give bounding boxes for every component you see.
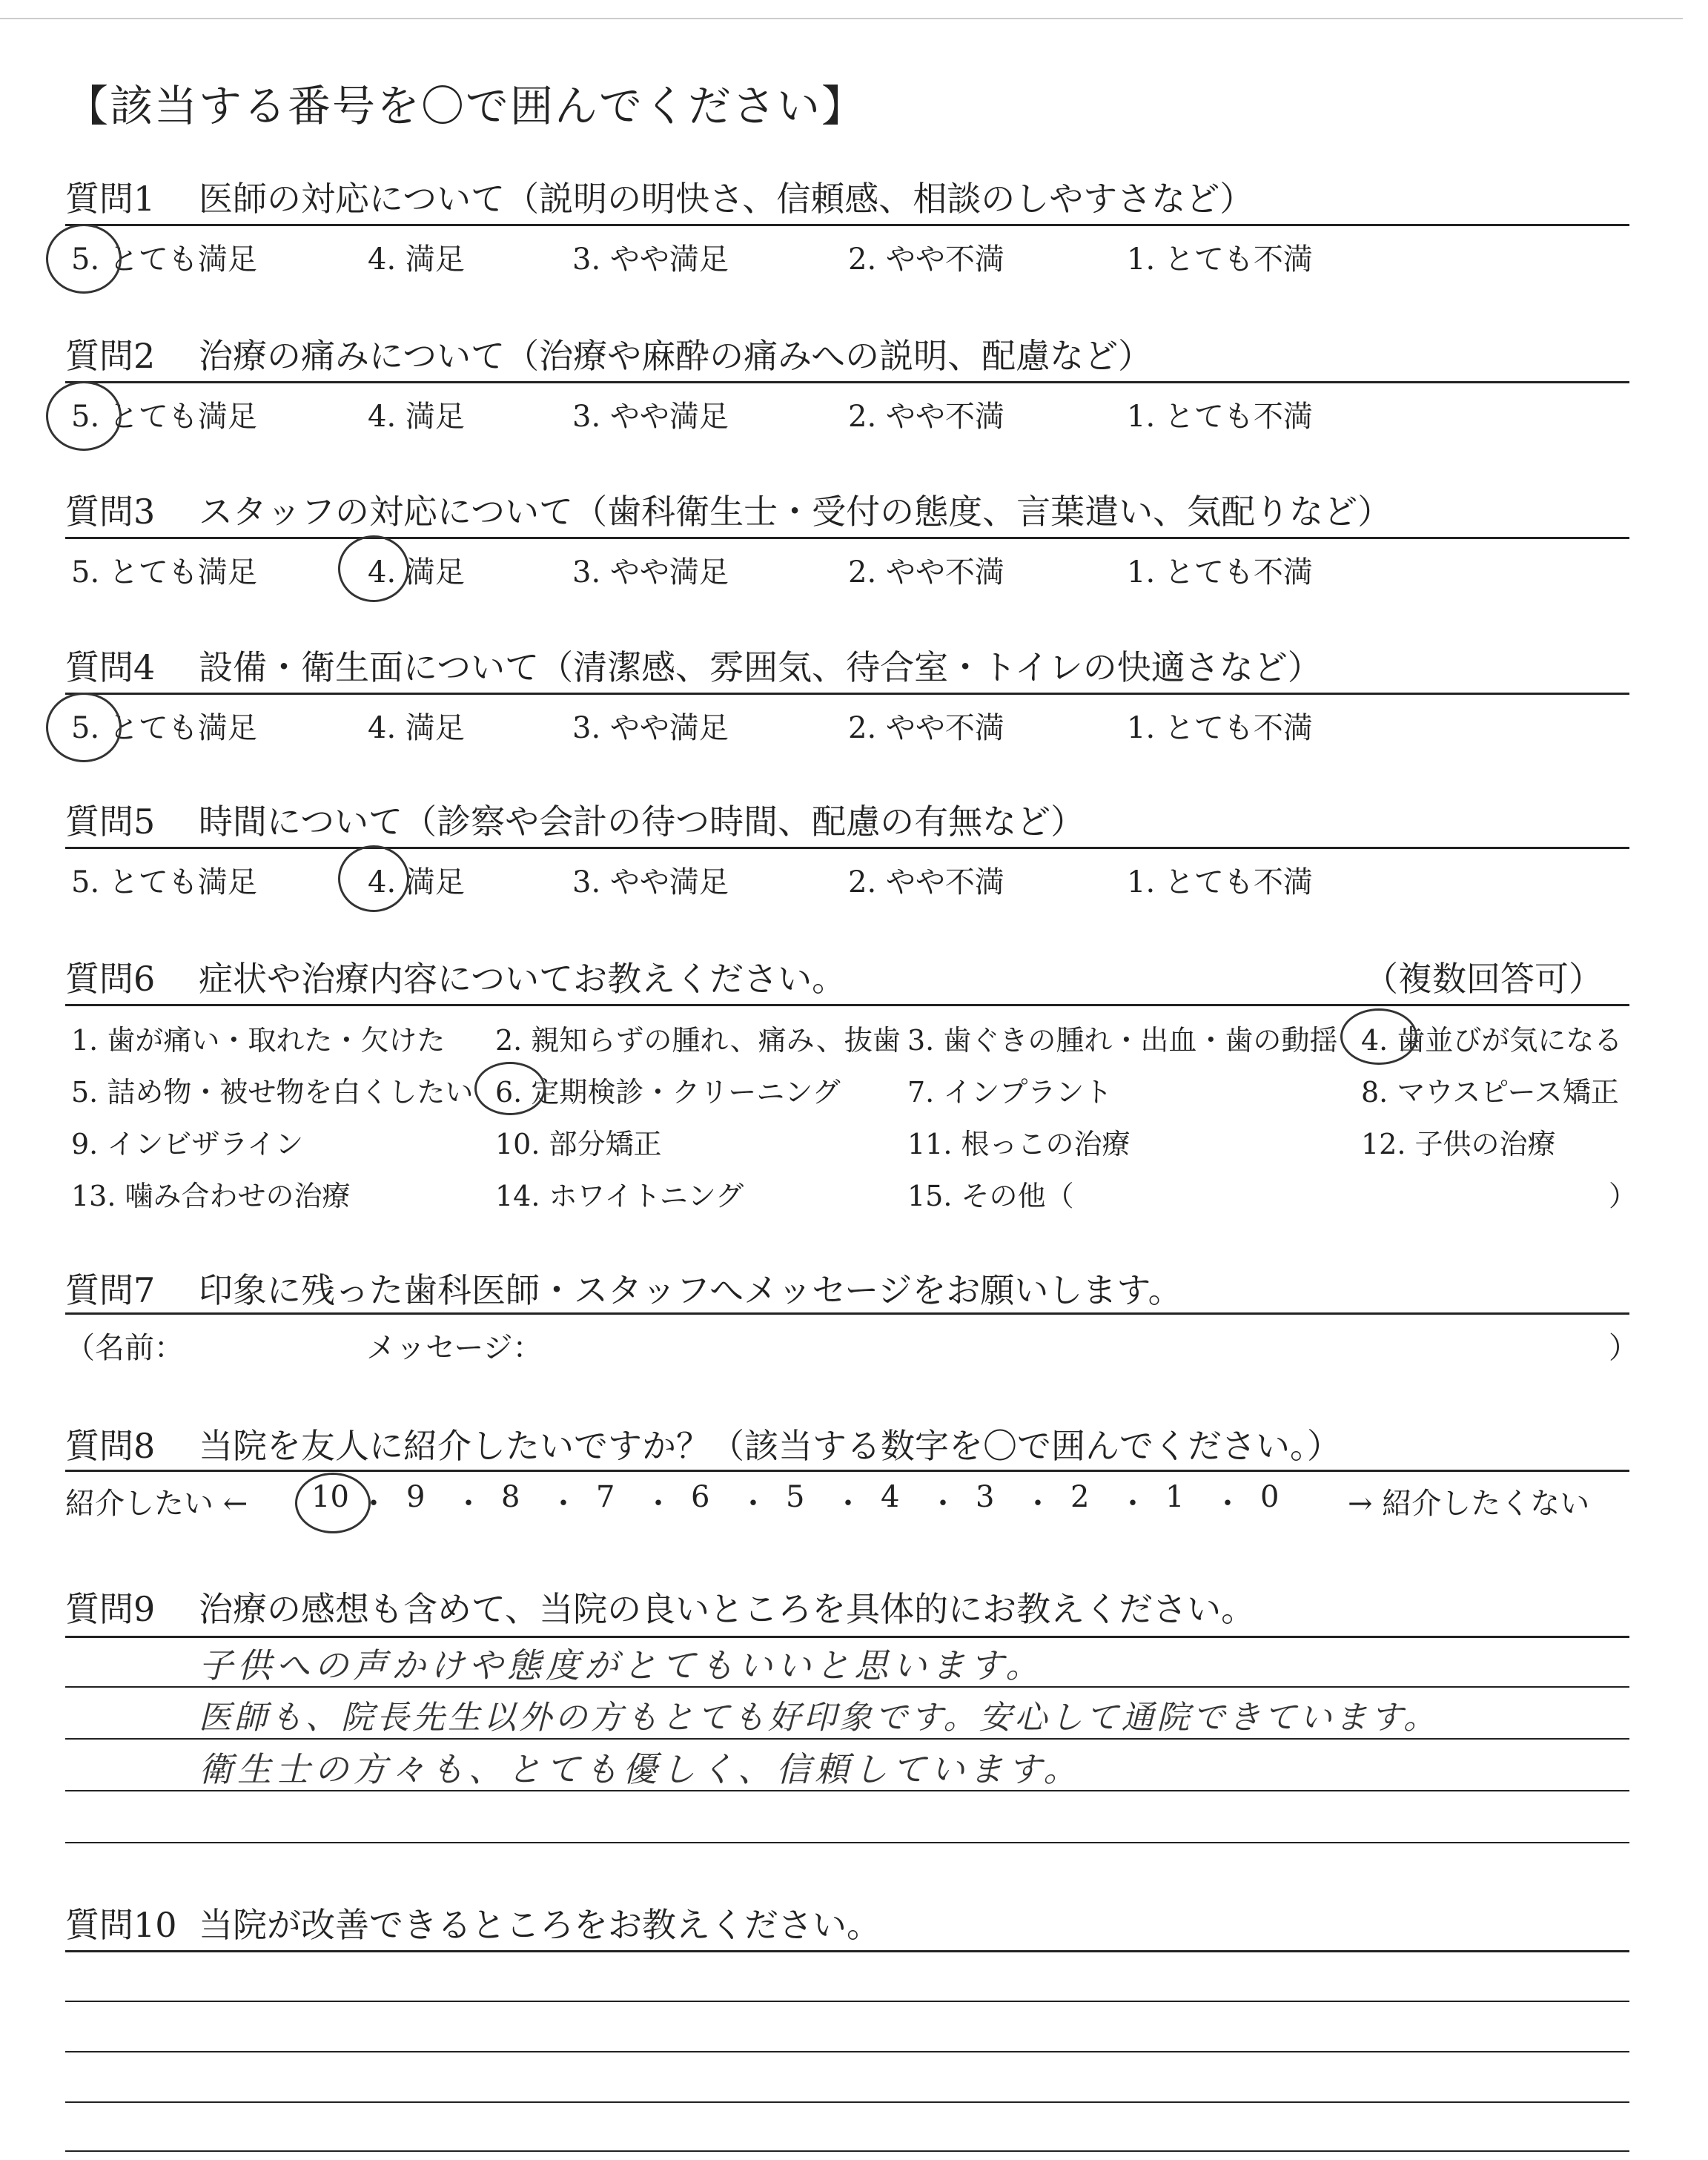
q1-option-2[interactable]: 2. やや不満: [848, 242, 1004, 277]
q2-option-2[interactable]: 2. やや不満: [848, 400, 1004, 434]
q7-message-label: メッセージ：: [366, 1331, 543, 1365]
q6-option-4[interactable]: 4. 歯並びが気になる: [1361, 1024, 1623, 1057]
question-9-title: 質問9 治療の感想も含めて、当院の良いところを具体的にお教えください。: [65, 1589, 1256, 1629]
q8-scale-9[interactable]: 9: [406, 1480, 426, 1514]
q3-option-4[interactable]: 4. 満足: [368, 555, 465, 589]
q8-right-label: → 紹介したくない: [1348, 1487, 1590, 1521]
q1-selection-circle: [46, 224, 122, 294]
q9-answer-line-4: [65, 1842, 1629, 1843]
q5-selection-circle: [338, 845, 409, 912]
q8-scale-separator: ・: [643, 1487, 673, 1521]
question-8: [65, 1419, 1629, 1468]
question-2-title: 質問2 治療の痛みについて（治療や麻酔の痛みへの説明、配慮など）: [65, 336, 1153, 376]
question-5-title: 質問5 時間について（診察や会計の待つ時間、配慮の有無など）: [65, 802, 1085, 842]
question-6-rule: [65, 1004, 1629, 1006]
q9-handwritten-line-2: 医師も、院長先生以外の方もとても好印象です。安心して通院できています。: [199, 1699, 1439, 1737]
q8-scale-separator: ・: [928, 1487, 958, 1521]
q6-option-3[interactable]: 3. 歯ぐきの腫れ・出血・歯の動揺: [907, 1024, 1338, 1057]
question-10: [65, 1898, 1629, 1947]
q8-scale-separator: ・: [738, 1487, 768, 1521]
q6-option-13[interactable]: 13. 噛み合わせの治療: [71, 1180, 351, 1212]
q8-left-label: 紹介したい ←: [65, 1487, 248, 1521]
q1-option-4[interactable]: 4. 満足: [368, 242, 465, 277]
q8-scale-6[interactable]: 6: [691, 1480, 710, 1514]
q4-option-5[interactable]: 5. とても満足: [71, 711, 257, 745]
q4-option-4[interactable]: 4. 満足: [368, 711, 465, 745]
q1-option-1[interactable]: 1. とても不満: [1127, 242, 1313, 277]
q10-answer-line-3: [65, 2101, 1629, 2103]
q5-option-1[interactable]: 1. とても不満: [1127, 865, 1313, 899]
q8-scale-separator: ・: [833, 1487, 863, 1521]
question-10-rule: [65, 1950, 1629, 1952]
question-9: [65, 1582, 1629, 1631]
question-2: [65, 329, 1629, 378]
question-4: [65, 641, 1629, 690]
q9-handwritten-line-3: 衛生士の方々も、とても優しく、信頼しています。: [199, 1749, 1082, 1789]
q8-scale-separator: ・: [1023, 1487, 1053, 1521]
q2-option-4[interactable]: 4. 満足: [368, 400, 465, 434]
question-3: [65, 485, 1629, 534]
q9-handwritten-line-1: 子供への声かけや態度がとてもいいと思います。: [199, 1645, 1045, 1685]
q3-option-5[interactable]: 5. とても満足: [71, 555, 257, 589]
q6-option-1[interactable]: 1. 歯が痛い・取れた・欠けた: [71, 1024, 446, 1057]
question-5: [65, 795, 1629, 844]
q2-option-5[interactable]: 5. とても満足: [71, 400, 257, 434]
q6-option-5[interactable]: 5. 詰め物・被せ物を白くしたい: [71, 1076, 474, 1109]
q8-scale-separator: ・: [359, 1487, 388, 1521]
q6-other-close: ）: [1609, 1180, 1638, 1212]
q6-option-2[interactable]: 2. 親知らずの腫れ、痛み、抜歯: [495, 1024, 901, 1057]
q7-close: ）: [1609, 1331, 1638, 1365]
q5-option-3[interactable]: 3. やや満足: [572, 865, 729, 899]
q8-scale-1[interactable]: 1: [1165, 1480, 1185, 1514]
form-heading: 【該当する番号を〇で囲んでください】: [65, 81, 867, 131]
q6-option-14[interactable]: 14. ホワイトニング: [495, 1180, 744, 1212]
question-9-rule: [65, 1636, 1629, 1638]
question-6-title: 質問6 症状や治療内容についてお教えください。: [65, 959, 847, 999]
question-1-rule: [65, 224, 1629, 226]
q3-selection-circle: [338, 535, 409, 602]
q8-selection-circle: [295, 1473, 371, 1533]
q8-scale-separator: ・: [454, 1487, 483, 1521]
q6-option-7[interactable]: 7. インプラント: [907, 1076, 1113, 1109]
q2-option-1[interactable]: 1. とても不満: [1127, 400, 1313, 434]
q6-option-15[interactable]: 15. その他（: [907, 1180, 1074, 1212]
question-2-rule: [65, 381, 1629, 383]
question-4-rule: [65, 693, 1629, 695]
question-4-title: 質問4 設備・衛生面について（清潔感、雰囲気、待合室・トイレの快適さなど）: [65, 647, 1322, 687]
q10-answer-line-1: [65, 2001, 1629, 2002]
question-3-title: 質問3 スタッフの対応について（歯科衛生士・受付の態度、言葉遣い、気配りなど）: [65, 492, 1392, 532]
q8-scale-separator: ・: [549, 1487, 578, 1521]
q6-option-8[interactable]: 8. マウスピース矯正: [1361, 1076, 1619, 1109]
q3-option-3[interactable]: 3. やや満足: [572, 555, 729, 589]
q5-option-4[interactable]: 4. 満足: [368, 865, 465, 899]
q6-option-6[interactable]: 6. 定期検診・クリーニング: [495, 1076, 841, 1109]
q6-option-11[interactable]: 11. 根っこの治療: [907, 1128, 1131, 1160]
question-7: [65, 1264, 1629, 1312]
q4-option-2[interactable]: 2. やや不満: [848, 711, 1004, 745]
q6-option-10[interactable]: 10. 部分矯正: [495, 1128, 662, 1160]
scan-top-edge: [0, 18, 1683, 19]
question-1-title: 質問1 医師の対応について（説明の明快さ、信頼感、相談のしやすさなど）: [65, 179, 1254, 219]
question-8-rule: [65, 1470, 1629, 1472]
question-7-title: 質問7 印象に残った歯科医師・スタッフへメッセージをお願いします。: [65, 1270, 1182, 1310]
question-5-rule: [65, 847, 1629, 849]
q8-scale-separator: ・: [1213, 1487, 1242, 1521]
q9-answer-line-2: [65, 1738, 1629, 1740]
question-7-rule: [65, 1312, 1629, 1315]
q5-option-5[interactable]: 5. とても満足: [71, 865, 257, 899]
question-1: [65, 172, 1629, 221]
q6-option-9[interactable]: 9. インビザライン: [71, 1128, 304, 1160]
q10-answer-line-4: [65, 2150, 1629, 2152]
q5-option-2[interactable]: 2. やや不満: [848, 865, 1004, 899]
q4-option-3[interactable]: 3. やや満足: [572, 711, 729, 745]
q8-scale-10[interactable]: 10: [311, 1480, 349, 1514]
question-10-title: 質問10 当院が改善できるところをお教えください。: [65, 1905, 881, 1945]
q2-option-3[interactable]: 3. やや満足: [572, 400, 729, 434]
q4-selection-circle: [46, 693, 122, 762]
q6-selection-circle-6: [474, 1062, 546, 1115]
question-8-title: 質問8 当院を友人に紹介したいですか？（該当する数字を〇で囲んでください。）: [65, 1426, 1341, 1466]
q6-option-12[interactable]: 12. 子供の治療: [1361, 1128, 1556, 1160]
q3-option-1[interactable]: 1. とても不満: [1127, 555, 1313, 589]
q8-scale-5[interactable]: 5: [786, 1480, 805, 1514]
q7-name-label: （名前：: [65, 1331, 184, 1365]
q8-scale-7[interactable]: 7: [596, 1480, 615, 1514]
q8-scale-4[interactable]: 4: [881, 1480, 900, 1514]
q10-answer-line-2: [65, 2051, 1629, 2052]
q6-selection-circle-4: [1340, 1008, 1417, 1065]
q1-option-5[interactable]: 5. とても満足: [71, 242, 257, 277]
q8-scale-2[interactable]: 2: [1070, 1480, 1090, 1514]
q3-option-2[interactable]: 2. やや不満: [848, 555, 1004, 589]
q1-option-3[interactable]: 3. やや満足: [572, 242, 729, 277]
q8-scale-8[interactable]: 8: [501, 1480, 520, 1514]
question-6-note: （複数回答可）: [1364, 959, 1603, 999]
q8-scale-0[interactable]: 0: [1260, 1480, 1280, 1514]
question-3-rule: [65, 537, 1629, 539]
q8-scale-separator: ・: [1118, 1487, 1148, 1521]
q4-option-1[interactable]: 1. とても不満: [1127, 711, 1313, 745]
q8-scale-3[interactable]: 3: [976, 1480, 995, 1514]
q2-selection-circle: [46, 381, 122, 451]
